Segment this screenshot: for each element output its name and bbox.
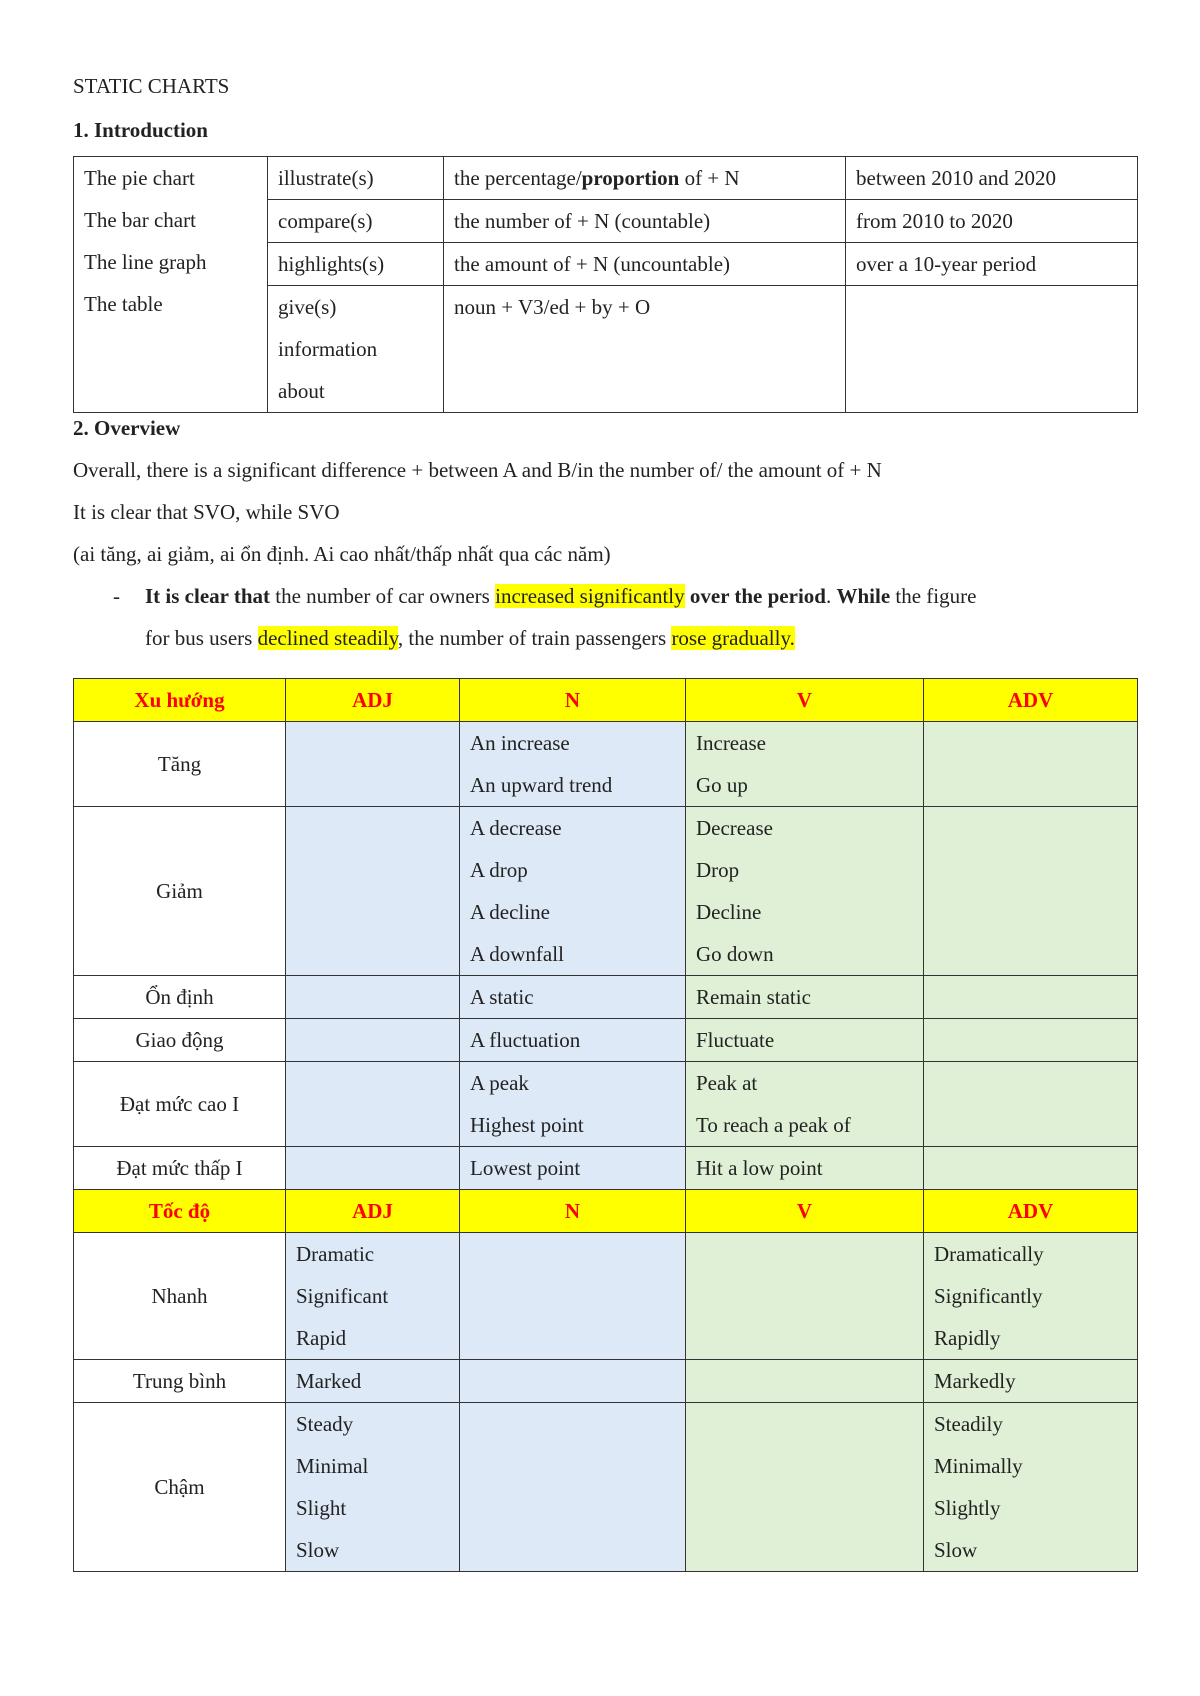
adv-cell-item: Minimally <box>934 1454 1023 1478</box>
subject-item: The line graph <box>84 250 207 274</box>
adj-cell <box>286 1062 460 1147</box>
adv-cell-item: Dramatically <box>934 1242 1044 1266</box>
intro-heading: 1. Introduction <box>73 118 208 142</box>
intro-table <box>73 156 1138 413</box>
row-label: Đạt mức thấp I <box>74 1147 286 1190</box>
subject-item: The pie chart <box>84 166 195 190</box>
noun-cell <box>460 1147 686 1190</box>
row-label: Tăng <box>74 722 286 807</box>
adv-cell-item: Slightly <box>934 1496 1001 1520</box>
adv-cell <box>924 722 1138 807</box>
verb-cell-item: Increase <box>696 731 766 755</box>
noun-cell-item: An increase <box>470 731 570 755</box>
trend-row <box>74 1019 1138 1062</box>
adv-cell <box>924 1062 1138 1147</box>
noun-cell-item: A decline <box>470 900 550 924</box>
row-label: Trung bình <box>74 1360 286 1403</box>
noun-cell-item: A static <box>470 985 534 1009</box>
verb-cell-item: Decline <box>696 900 762 924</box>
trend-row <box>74 976 1138 1019</box>
object-cell: the amount of + N (uncountable) <box>444 243 846 286</box>
time-cell: from 2010 to 2020 <box>846 200 1138 243</box>
verb-cell: illustrate(s) <box>268 157 444 200</box>
noun-cell-item: Lowest point <box>470 1156 581 1180</box>
adv-cell-item: Significantly <box>934 1284 1043 1308</box>
noun-cell-item: A downfall <box>470 942 564 966</box>
subject-item: The table <box>84 292 163 316</box>
noun-cell <box>460 1403 686 1572</box>
adv-cell-item: Rapidly <box>934 1326 1001 1350</box>
adj-cell <box>286 1360 460 1403</box>
highlight: rose gradually. <box>671 626 795 650</box>
object-cell: the percentage/proportion of + N <box>444 157 846 200</box>
verb-cell <box>686 1233 924 1360</box>
object-cell: noun + V3/ed + by + O <box>444 286 846 413</box>
noun-cell <box>460 807 686 976</box>
adj-cell-item: Rapid <box>296 1326 347 1350</box>
speed-row <box>74 1403 1138 1572</box>
verb-cell <box>686 1147 924 1190</box>
verb-cell <box>686 722 924 807</box>
noun-cell-item: An upward trend <box>470 773 613 797</box>
noun-cell-item: A decrease <box>470 816 562 840</box>
doc-title: STATIC CHARTS <box>73 74 230 98</box>
trend-row <box>74 807 1138 976</box>
row-label: Chậm <box>74 1403 286 1572</box>
adv-cell-item: Slow <box>934 1538 978 1562</box>
verb-cell-item: Hit a low point <box>696 1156 823 1180</box>
highlight: declined steadily <box>257 626 398 650</box>
adv-cell <box>924 1147 1138 1190</box>
adv-cell <box>924 807 1138 976</box>
adj-cell <box>286 1019 460 1062</box>
row-label: Đạt mức cao I <box>74 1062 286 1147</box>
verb-cell-item: Go up <box>696 773 748 797</box>
adj-cell <box>286 976 460 1019</box>
subjects-cell <box>74 157 268 413</box>
noun-cell-item: A drop <box>470 858 528 882</box>
trend-header-row: Xu hướng ADJ N V ADV <box>74 679 1138 722</box>
adj-cell <box>286 807 460 976</box>
verb-cell <box>686 1403 924 1572</box>
adj-cell <box>286 722 460 807</box>
subject-item: The bar chart <box>84 208 196 232</box>
time-cell: over a 10-year period <box>846 243 1138 286</box>
row-label: Giảm <box>74 807 286 976</box>
example-line-1: It is clear that the number of car owners increased significantly over the period. While the figure <box>145 584 977 608</box>
bullet-dash: - <box>113 584 120 608</box>
adv-cell <box>924 1403 1138 1572</box>
verb-cell-item: Drop <box>696 858 740 882</box>
verb-cell: compare(s) <box>268 200 444 243</box>
trend-row <box>74 1062 1138 1147</box>
speed-header-row: Tốc độ ADJ N V ADV <box>74 1190 1138 1233</box>
verb-cell <box>686 1019 924 1062</box>
noun-cell <box>460 1019 686 1062</box>
adv-cell-item: Markedly <box>934 1369 1016 1393</box>
overview-line-2: It is clear that SVO, while SVO <box>73 500 340 524</box>
adj-cell-item: Marked <box>296 1369 362 1393</box>
adj-cell <box>286 1233 460 1360</box>
adj-cell-item: Significant <box>296 1284 389 1308</box>
adv-cell-item: Steadily <box>934 1412 1003 1436</box>
adj-cell-item: Minimal <box>296 1454 369 1478</box>
verb-cell: highlights(s) <box>268 243 444 286</box>
row-label: Nhanh <box>74 1233 286 1360</box>
overview-line-3: (ai tăng, ai giảm, ai ổn định. Ai cao nhất/thấp nhất qua các năm) <box>73 542 611 566</box>
speed-row <box>74 1360 1138 1403</box>
noun-cell-item: Highest point <box>470 1113 584 1137</box>
adv-cell <box>924 976 1138 1019</box>
object-cell: the number of + N (countable) <box>444 200 846 243</box>
adj-cell <box>286 1147 460 1190</box>
noun-cell <box>460 1360 686 1403</box>
verb-cell <box>686 807 924 976</box>
adj-cell-item: Dramatic <box>296 1242 375 1266</box>
adj-cell-item: Steady <box>296 1412 354 1436</box>
adj-cell <box>286 1403 460 1572</box>
adv-cell <box>924 1233 1138 1360</box>
adv-cell <box>924 1360 1138 1403</box>
verb-cell-item: Fluctuate <box>696 1028 775 1052</box>
verb-cell-item: Remain static <box>696 985 811 1009</box>
verb-cell-item: Peak at <box>696 1071 758 1095</box>
trend-row <box>74 722 1138 807</box>
highlight: increased significantly <box>495 584 685 608</box>
noun-cell <box>460 1233 686 1360</box>
verb-cell <box>686 1062 924 1147</box>
noun-cell <box>460 1062 686 1147</box>
verb-cell <box>686 976 924 1019</box>
verb-cell-item: To reach a peak of <box>696 1113 851 1137</box>
speed-row <box>74 1233 1138 1360</box>
adj-cell-item: Slow <box>296 1538 340 1562</box>
vocab-table <box>73 678 1138 1572</box>
trend-row <box>74 1147 1138 1190</box>
time-cell: between 2010 and 2020 <box>846 157 1138 200</box>
noun-cell <box>460 722 686 807</box>
noun-cell-item: A fluctuation <box>470 1028 581 1052</box>
noun-cell-item: A peak <box>470 1071 529 1095</box>
row-label: Giao động <box>74 1019 286 1062</box>
example-line-2: for bus users declined steadily, the number of train passengers rose gradually. <box>145 626 795 650</box>
verb-cell: give(s) information about <box>268 286 444 413</box>
overview-heading: 2. Overview <box>73 416 181 440</box>
verb-cell-item: Go down <box>696 942 774 966</box>
verb-cell <box>686 1360 924 1403</box>
verb-cell-item: Decrease <box>696 816 773 840</box>
row-label: Ổn định <box>74 976 286 1019</box>
noun-cell <box>460 976 686 1019</box>
time-cell-empty <box>846 286 1138 413</box>
adv-cell <box>924 1019 1138 1062</box>
adj-cell-item: Slight <box>296 1496 347 1520</box>
overview-line-1: Overall, there is a significant difference + between A and B/in the number of/ the amount of + N <box>73 458 882 482</box>
